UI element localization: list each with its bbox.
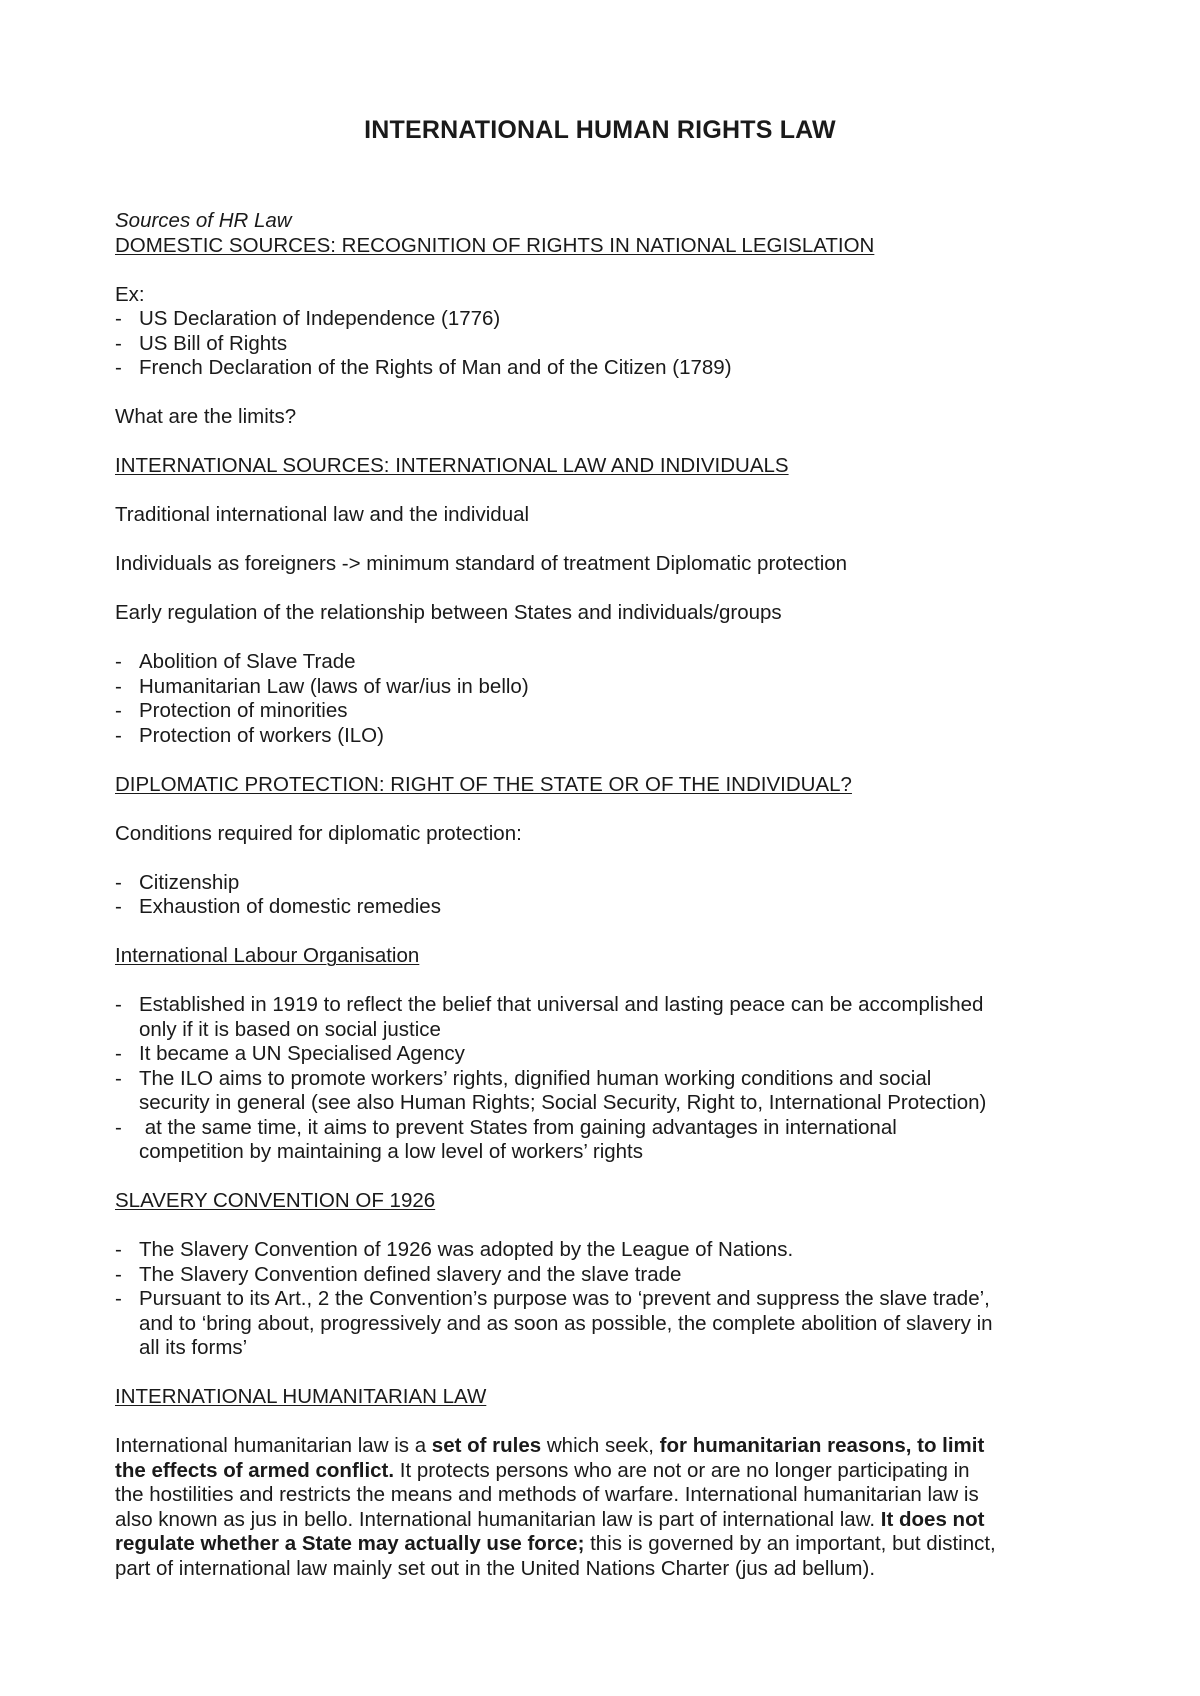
list-item: - at the same time, it aims to prevent States from gaining advantages in international competition by maintaining a low level of workers’ rights [115,1116,1095,1165]
list-item: - The ILO aims to promote workers’ rights, dignified human working conditions and social security in general (see also Human Rights; Social Security, Right to, International Protection) [115,1067,1095,1116]
list-item: - Humanitarian Law (laws of war/ius in bello) [115,675,1095,700]
conditions-list [115,871,1095,920]
list-item: - Abolition of Slave Trade [115,650,1095,675]
list-item: - Exhaustion of domestic remedies [115,895,1095,920]
ilo-heading: International Labour Organisation [115,944,420,967]
document-body [115,209,1095,1581]
slavery-heading: SLAVERY CONVENTION OF 1926 [115,1189,436,1212]
diplomatic-heading: DIPLOMATIC PROTECTION: RIGHT OF THE STATE OR OF THE INDIVIDUAL? [115,772,852,796]
list-item: - Protection of minorities [115,699,1095,724]
list-item: - Established in 1919 to reflect the belief that universal and lasting peace can be accomplished only if it is based on social justice [115,993,1095,1042]
list-item: - French Declaration of the Rights of Man and of the Citizen (1789) [115,356,1095,381]
paragraph: Conditions required for diplomatic protection: [115,821,522,845]
ilo-list [115,993,1095,1165]
list-item: - Pursuant to its Art., 2 the Convention’s purpose was to ‘prevent and suppress the slave trade’, and to ‘bring about, progressively and as soon as possible, the complete abolition of slavery in all its forms’ [115,1287,1095,1361]
paragraph: Early regulation of the relationship between States and individuals/groups [115,601,782,624]
paragraph: Traditional international law and the individual [115,503,530,526]
ex-label: Ex: [115,282,145,306]
sources-label: Sources of HR Law [115,209,292,232]
list-item: - US Bill of Rights [115,332,1095,357]
early-regulation-list [115,650,1095,748]
paragraph: Individuals as foreigners -> minimum standard of treatment Diplomatic protection [115,552,848,575]
ihl-paragraph: International humanitarian law is a set of rules which seek, for humanitarian reasons, to limit the effects of armed conflict. It protects persons who are not or are no longer participating in the hostilities and restricts the means and methods of warfare. International humanitarian law is also known as jus in bello. International humanitarian law is part of international law. It does not regulate whether a State may actually use force; this is governed by an important, but distinct, part of international law mainly set out in the United Nations Charter (jus ad bellum). [115,1434,996,1580]
list-item: - The Slavery Convention of 1926 was adopted by the League of Nations. [115,1238,1095,1263]
list-item: - Citizenship [115,871,1095,896]
limits-question: What are the limits? [115,405,297,428]
domestic-heading: DOMESTIC SOURCES: RECOGNITION OF RIGHTS IN NATIONAL LEGISLATION [115,233,875,257]
list-item: - Protection of workers (ILO) [115,724,1095,749]
list-item: - US Declaration of Independence (1776) [115,307,1095,332]
international-heading: INTERNATIONAL SOURCES: INTERNATIONAL LAW AND INDIVIDUALS [115,454,789,477]
list-item: - It became a UN Specialised Agency [115,1042,1095,1067]
slavery-list [115,1238,1095,1361]
ihl-heading: INTERNATIONAL HUMANITARIAN LAW [115,1385,487,1408]
list-item: - The Slavery Convention defined slavery and the slave trade [115,1263,1095,1288]
domestic-list [115,307,1095,381]
document-title: INTERNATIONAL HUMAN RIGHTS LAW [364,116,836,144]
